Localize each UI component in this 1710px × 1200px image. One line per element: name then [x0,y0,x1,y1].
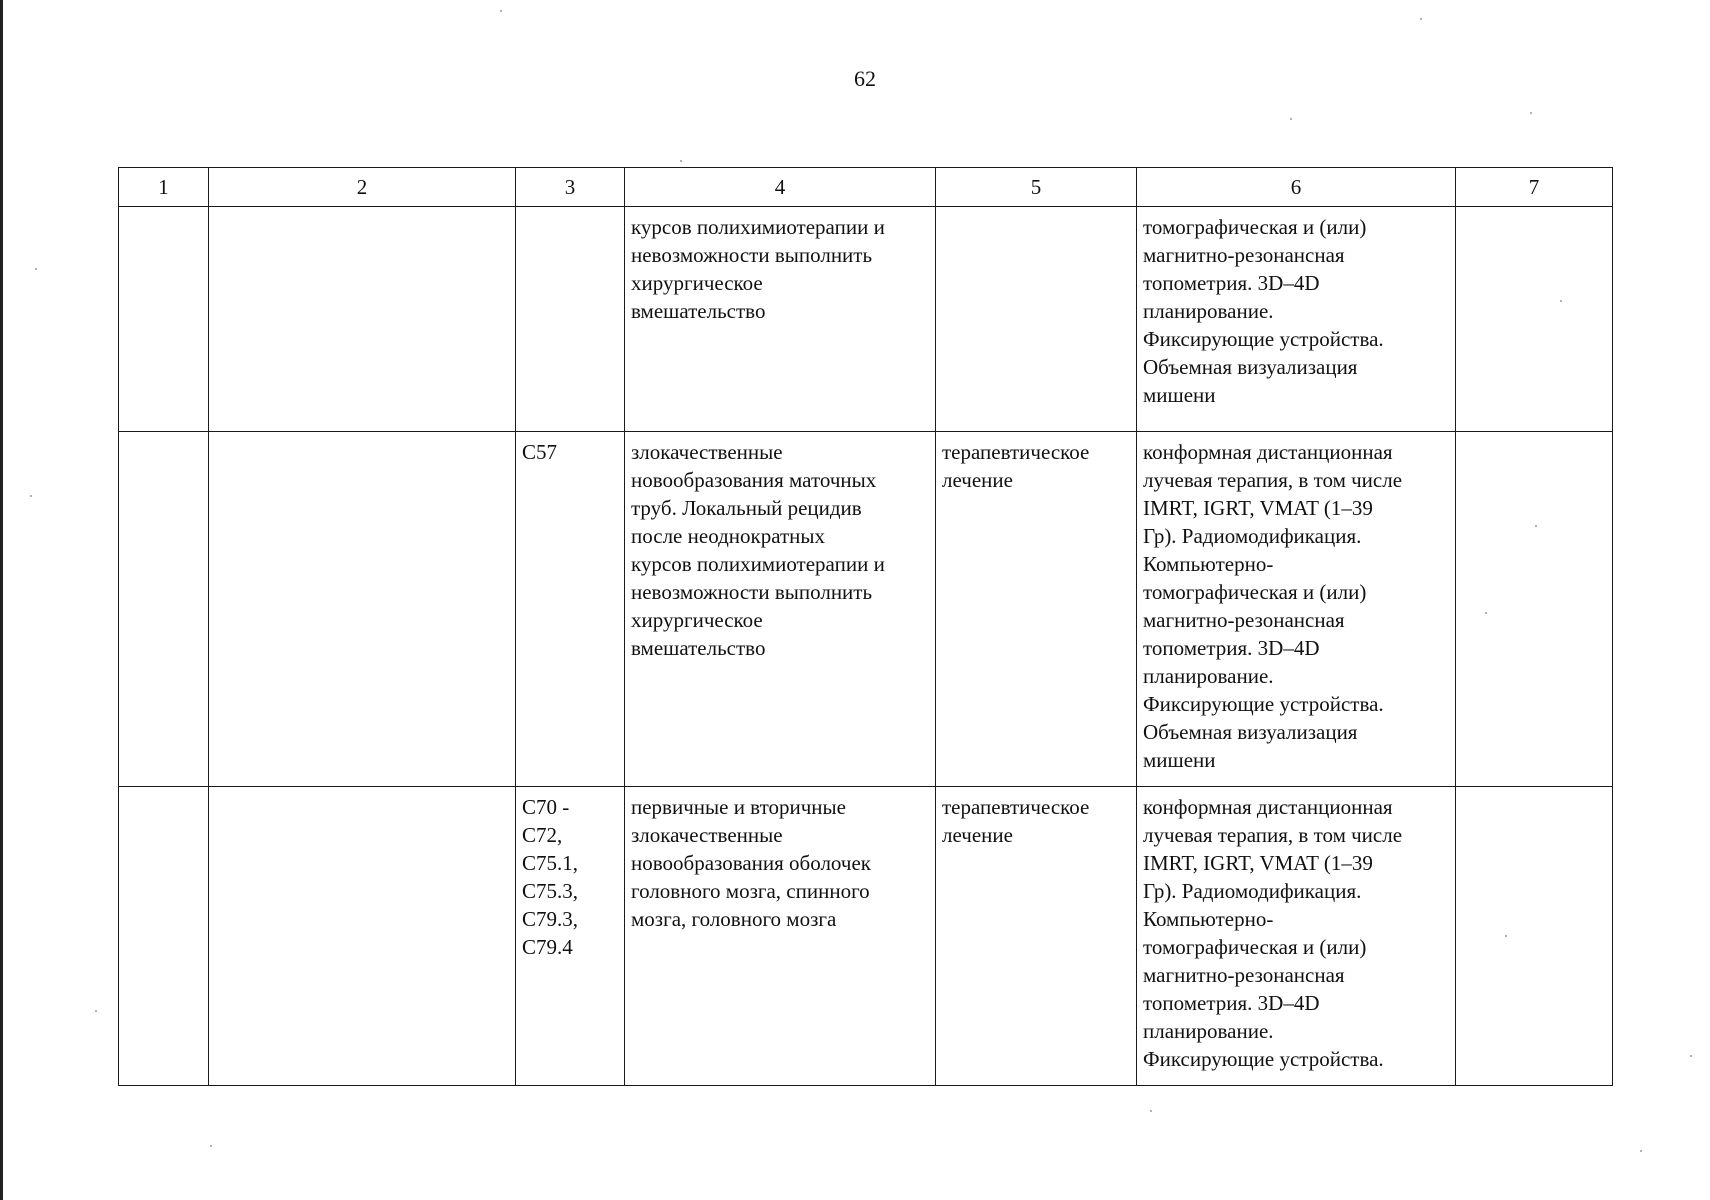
scan-speck [1690,1055,1692,1057]
table-cell: терапевтическое лечение [936,787,1137,1086]
scan-speck [1530,112,1532,114]
scan-left-edge [0,0,3,1200]
scan-speck [1290,118,1292,120]
table-cell [1456,432,1613,787]
column-header-2: 2 [209,168,516,207]
column-header-3: 3 [516,168,625,207]
table-cell: томографическая и (или) магнитно-резонансная топометрия. 3D–4D планирование. Фиксирующие устройства. Объемная визуализация мишени [1137,207,1456,432]
column-header-4: 4 [625,168,936,207]
table-cell [119,207,209,432]
table-cell: терапевтическое лечение [936,432,1137,787]
scan-speck [1640,1150,1642,1152]
table-cell [516,207,625,432]
table-cell: C57 [516,432,625,787]
scan-speck [1505,935,1507,937]
scan-speck [1485,612,1487,614]
table-cell: курсов полихимиотерапии и невозможности выполнить хирургическое вмешательство [625,207,936,432]
scan-speck [210,1145,212,1147]
table-cell [1456,787,1613,1086]
table-cell [209,432,516,787]
table-cell: злокачественные новообразования маточных труб. Локальный рецидив после неоднократных курсов полихимиотерапии и невозможности выполнить хирургическое вмешательство [625,432,936,787]
data-table [118,167,1613,1086]
scan-speck [35,268,37,270]
table-cell [936,207,1137,432]
scan-speck [500,10,502,12]
table-cell: C70 - C72, C75.1, C75.3, C79.3, C79.4 [516,787,625,1086]
table-cell [119,787,209,1086]
column-header-5: 5 [936,168,1137,207]
table-cell [1456,207,1613,432]
scan-speck [95,1010,97,1012]
scan-speck [1560,300,1562,302]
page-number: 62 [854,66,876,91]
table-cell [209,207,516,432]
column-header-1: 1 [119,168,209,207]
table-row [119,787,1613,1086]
scan-speck [1420,18,1422,20]
table-row [119,207,1613,432]
column-header-6: 6 [1137,168,1456,207]
table-cell: конформная дистанционная лучевая терапия, в том числе IMRT, IGRT, VMAT (1–39 Гр). Радиомодификация. Компьютерно- томографическая и (или) магнитно-резонансная топометрия. 3D–4D планирование. Фиксирующие устройства. Объемная визуализация мишени [1137,432,1456,787]
scan-speck [1150,1110,1152,1112]
table-cell: первичные и вторичные злокачественные новообразования оболочек головного мозга, спинного мозга, головного мозга [625,787,936,1086]
table-cell [119,432,209,787]
header-row [119,168,1613,207]
table-cell [209,787,516,1086]
scan-speck [1535,525,1537,527]
table-cell: конформная дистанционная лучевая терапия, в том числе IMRT, IGRT, VMAT (1–39 Гр). Радиомодификация. Компьютерно- томографическая и (или) магнитно-резонансная топометрия. 3D–4D планирование. Фиксирующие устройства. [1137,787,1456,1086]
column-header-7: 7 [1456,168,1613,207]
scan-speck [680,160,682,162]
table-row [119,432,1613,787]
scan-speck [30,495,32,497]
